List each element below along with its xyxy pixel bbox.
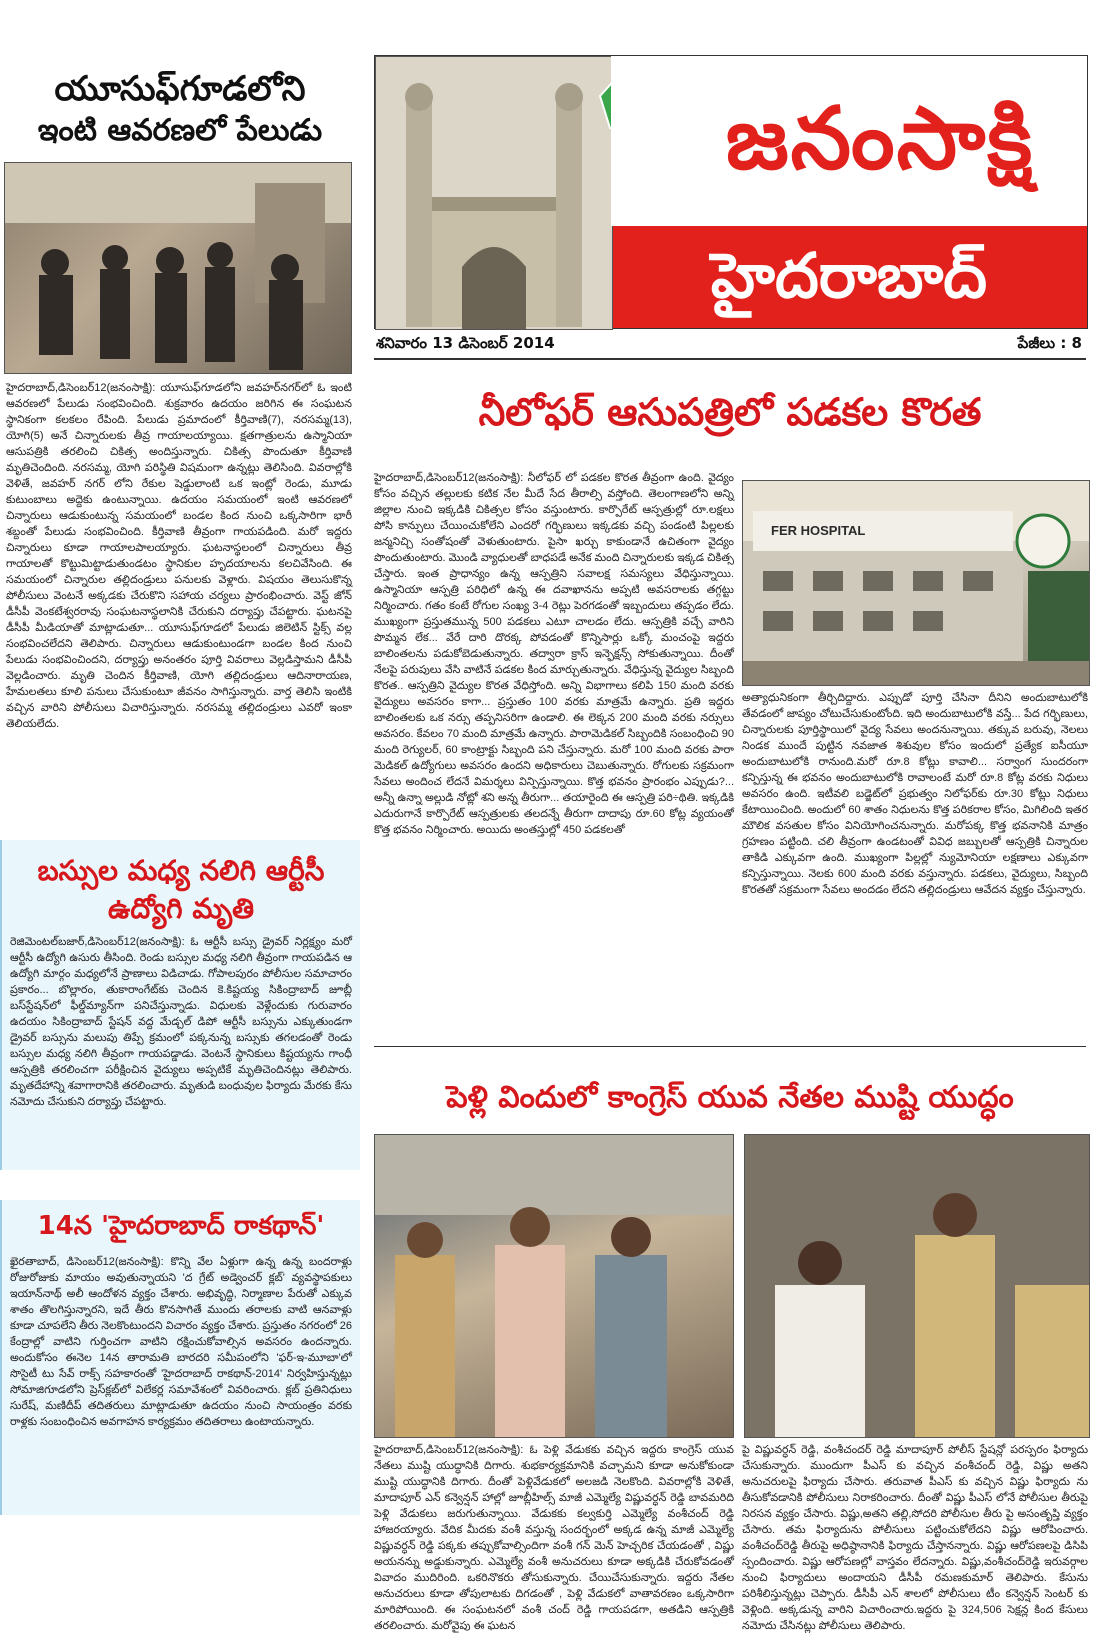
story2-headline-line1: బస్సుల మధ్య నలిగి ఆర్టీసీ [37,854,325,887]
story4-body-left: హైదరాబాద్,డిసెంబర్12(జనంసాక్షి): నీలోఫర్ లో పడకల కొరత తీవ్రంగా ఉంది. వైద్యం కోసం వచ్చిన తల్లులకు కటిక నేల మీదే సేద తీరాల్సి వస్తోంది. తెలంగాణలోని అన్ని జిల్లాల నుంచి ఇక్కడికి చికిత్సల కోసం వస్తుంటారు. కార్పొరేట్ ఆస్పత్రుల్లో రూ.లక్షలు పోసి కాన్పులు చేయించుకోలేని ఎందరో గర్భిణులు ఇక్కడకు వచ్చి పండంటి పిల్లలకు జన్మనిచ్చి సంతోషంతో వెళుతుంటారు. పైసా ఖర్చు కాకుండానే ఉచితంగా వైద్యం పొందుతుంటారు. మొండి వ్యాధులతో బాధపడే అనేక మంది చిన్నారులకు ఇక్కడ చికిత్స చేస్తారు. ఇంత ప్రాధాన్యం ఉన్న ఆస్పత్రిని సవాలక్ష సమస్యలు వేధిస్తున్నాయి. ఉస్మానియా ఆస్పత్రి పరిధిలో ఉన్న ఈ దవాఖానను అప్పటి అవసరాలకు తగ్గట్టు నిర్మించారు. గతం కంటే రోగుల సంఖ్య 3-4 రెట్లు పెరగడంతో ఇబ్బందులు తప్పడం లేదు. ముఖ్యంగా ప్రస్తుతమున్న 500 పడకలు ఎటూ చాలడం లేదు. ఆస్పత్రికి వచ్చే వారిని పొమ్మన లేక... వేరే దారి దొరక్క పోవడంతో కొన్నిసార్లు ఒక్కో మంచంపై ఇద్దరు బాలింతలను పడుకోబెడుతున్నారు. తద్వారా క్రాస్ ఇన్ఫెక్షన్స్ సోకుతున్నాయి. దీంతో నేలపై పరుపులు వేసి వాటినే పడకల కింద మార్చుతున్నారు. వేధిస్తున్న వైద్యుల సిబ్బంది కొరత.. ఆస్పత్రిని వైద్యుల కొరత వేధిస్తోంది. అన్ని విభాగాలు కలిపి 150 మంది వరకు వైద్యులు అవసరం కాగా... ప్రస్తుతం 100 వరకు మాత్రమే ఉన్నారు. ప్రతి ఇద్దరు బాలింతలకు ఒక నర్సు తప్పనిసరిగా ఉండాలి. ఈ లెక్కన 200 మంది వరకు నర్సులు అవసరం. కేవలం 70 మంది మాత్రమే ఉన్నారు. పారామెడికల్ సిబ్బందికి సంబంధించి 90 మంది రెగ్యులర్, 60 కాంట్రాక్టు సిబ్బంది పని చేస్తున్నారు. మరో 100 మంది వరకు పారా మెడికల్ ఉద్యోగులు అవసరం ఉందని అధికారులు చెబుతున్నారు. రోగులకు సక్రమంగా సేవలు అందించ లేదనే విమర్శలు విన్పిస్తున్నాయి. కొత్త భవనం ప్రారంభం ఎప్పుడు?... అన్నీ ఉన్నా అల్లుడి నోట్లో శని అన్న తీరుగా... తయారైంది ఈ ఆస్పత్రి పరి÷థితి. ఇక్కడికి ఎదురుగానే కార్పొరేట్ ఆస్పత్రులకు తలదన్నే తీరుగా దాదాపు రూ.60 కోట్ల వ్యయంతో కొత్త భవనం నిర్మించారు. అయిదు అంతస్తుల్లో 450 పడకలతో [374,472,734,836]
masthead-date: శనివారం 13 డిసెంబర్ 2014 [376,334,555,352]
story4-headline: నీలోఫర్ ఆసుపత్రిలో పడకల కొరత [478,390,982,434]
story5-body-left: హైదరాబాద్,డిసెంబర్12(జనంసాక్షి): ఓ పెళ్లి వేడుకకు వచ్చిన ఇద్దరు కాంగ్రెస్ యువ నేతలు ముష్టి యుద్ధానికి దిగారు. శుభకార్యక్రమానికి వచ్చామని కూడా అనుకోకుండా ముష్టి యుద్ధానికి దిగారు. దీంతో పెళ్లివేడుకలో అలజడి నెలకొంది. వివరాల్లోకి వెళితే, మాదాపూర్ ఎన్ కన్వెన్షన్ హాల్లో జూబ్లీహిల్స్ మాజీ ఎమ్మెల్యే విష్ణువర్ధన్ రెడ్డి బావమరిది పెళ్లి వేడుకలు జరుగుతున్నాయి. వేడుకకు కల్వకుర్తి ఎమ్మెల్యే వంశీచంద్ రెడ్డి హాజరయ్యారు. వేదిక మీదకు వంశీ వస్తున్న సందర్భంలో అక్కడ ఉన్న మాజీ ఎమ్మెల్యే విష్ణువర్ధన్ రెడ్డి పక్కకు తప్పుకోవాల్సిందిగా వంశీ గన్ మెన్ హెచ్చరిక చేయడంతో , విష్ణు అయనన్ను అడ్డుకున్నారు. ఎమ్మెల్యే వంశీ అనుచరులు కూడా అక్కడికి చేరుకోవడంతో వివాదం ముదిరింది. ఒకరినొకరు తోసుకున్నారు. చేయిచేసుకున్నారు. ఇద్దరు నేతల అనుచరులు కూడా తోపులాటకు దిగడంతో , పెళ్లి వేడుకలో వాతావరణం ఒక్కసారిగా మారిపోయింది. ఈ సంఘటనలో వంశీ చంద్ రెడ్డి గాయపడగా, అతడిని ఆస్పత్రికి తరలించారు. మరోవైపు ఈ ఘటన [374,1444,734,1632]
story5-divider [374,1046,1086,1047]
story3-body: ఖైరతాబాద్, డిసెంబర్12(జనంసాక్షి): కొన్ని వేల ఏళ్లుగా ఉన్న ఉన్న బందరాళ్లు రోజురోజుకు మాయం అవుతున్నాయని 'ద గ్రేట్ అడ్వెంచర్ క్లబ్' వ్యవస్థాపకులు ఇయాన్‌నాథ్ అలీ ఆందోళన వ్యక్తం చేశారు. అభివృద్ధి, నిర్మాణాల పేరుతో ఎక్కువ శాతం తొలగిస్తున్నారని, ఇదే తీరు కొనసాగితే ముందు తరాలకు వాటి ఆనవాళ్లు కూడా చూపలేని తీరు నెలకొంటుందని విచారం వ్యక్తం చేశారు. ప్రస్తుతం నగరంలో 26 కేంద్రాల్లో వాటిని గుర్తించగా వాటిని రక్షించుకోవాల్సిన అవసరం ఉందన్నారు. అందుకోసం ఈనెల 14న తారామతి బారదరి సమీపంలోని 'ఫర్-ఇ-మూబా'లో సొసైటీ టు సేవ్ రాక్స్ సహకారంతో 'హైదరాబాద్ రాకథాన్-2014' నిర్వహిస్తున్నట్లు సోమాజిగూడలోని ప్రెస్‌క్లబ్‌లో విలేకర్ల సమావేశంలో వివరించారు. క్లబ్ ప్రతినిధులు సురేష్, మణిదీప్ తదితరులు మాట్లాడుతూ ఉదయం నుంచి సాయంత్రం వరకు రాళ్లకు సంబంధించిన అవగాహన కార్యక్రమం తదితరాలు ఉంటాయన్నారు. [10,1256,352,1428]
story5-headline: పెళ్లి విందులో కాంగ్రెస్ యువ నేతల ముష్టి యుద్ధం [446,1080,1014,1115]
story4-body-right: అత్యాధునికంగా తీర్చిదిద్దారు. ఎప్పుడో పూర్తి చేసినా దీనిని అందుబాటులోకి తేవడంలో జాప్యం చోటుచేసుకుంటోంది. ఇది అందుబాటులోకి వస్తే... పేద గర్భిణులు, చిన్నారులకు పూర్తిస్థాయిలో వైద్య సేవలు అందనున్నాయి. తక్కువ బరువు, నెలలు నిండక ముందే పుట్టిన నవజాత శిశువుల కోసం ఇందులో ప్రత్యేక ఐసీయూ అందుబాటులోకి రానుంది.మరో రూ.8 కోట్లు కావాలి... సర్వాంగ సుందరంగా కన్పిస్తున్న ఈ భవనం అందుబాటులోకి రావాలంటే మరో రూ.8 కోట్ల వరకు నిధులు అవసరం ఉంది. ఇటీవలి బడ్జెట్‌లో ప్రభుత్వం నిలోఫర్‌కు రూ.30 కోట్లు నిధులు కేటాయించింది. అందులో 60 శాతం నిధులను కొత్త పరికరాల కోసం, మిగిలింది ఇతర మౌలిక వసతుల కోసం వినియోగించనున్నారు. మరోపక్క కొత్త భవనానికి మాత్రం గ్రహణం పట్టింది. చలి తీవ్రంగా ఉండటంతో వివిధ జబ్బులతో ఆస్పత్రికి చిన్నారుల తాకిడి ఎక్కువగా ఉంది. ముఖ్యంగా పిల్లల్లో న్యుమోనియా లక్షణాలు ఎక్కువగా కన్పిస్తున్నాయి. నెలకు 600 మంది వరకు వస్తున్నారు. పడకలు, వైద్యులు, సిబ్బంది కొరతతో సక్రమంగా సేవలు అందడం లేదని తల్లిదండ్రులు ఆవేదన వ్యక్తం చేస్తున్నారు. [742,692,1088,896]
story3-panel [0,1200,360,1515]
masthead-pages: పేజీలు : 8 [1017,334,1082,352]
paper-name: జనంసాక్షి [725,89,1035,189]
story1-headline-line2: ఇంటి ఆవరణలో పేలుడు [37,113,323,148]
story2-headline-line2: ఉద్యోగి మృతి [107,892,255,925]
story1-headline-line1: యూసుఫ్‌గూడలోని [54,69,306,109]
story2-panel [0,840,360,1170]
masthead [374,55,1088,329]
story5-photo-left [374,1134,734,1438]
hospital-sign-text: FER HOSPITAL [771,523,866,538]
story5-photo-right [744,1134,1090,1438]
edition-name: హైదరాబాద్ [710,239,988,312]
masthead-photo-charminar [375,56,613,330]
story1-photo [4,162,352,374]
crowd-photo-illustration [5,163,351,373]
charminar-icon [376,57,612,329]
story5-body-right: పై విష్ణువర్ధన్ రెడ్డి, వంశీచందర్ రెడ్డి మాదాపూర్ పోలీస్ స్టేషన్లో పరస్పరం ఫిర్యాదు చేసుకున్నారు. ముందుగా పీఎస్ కు వచ్చిన వంశీచంద్ రెడ్డి, విష్ణు అతని అనుచరులపై ఫిర్యాదు చేసారు. తరువాత పీఎస్ కు వచ్చిన విష్ణు ఫిర్యాదు ను తీసుకోవడానికి పోలీసులు నిరాకరించారు. దీంతో విష్ణు పీఎస్ లోనే పోలీసుల తీరుపై నిరసన వ్యక్తం చేసారు. విష్ణు,అతని తల్లి,సోదరి పోలీసుల తీరు పై అసంతృప్తి వ్యక్తం చేసారు. తమ ఫిర్యాదును పోలీసులు పట్టించుకోలేదని విష్ణు ఆరోపించారు. వంశీచంద్‌రెడ్డి తీరుపై అధిష్ఠానానికి ఫిర్యాదు చేస్తానన్నారు. విష్ణు ఆరోపణలపై డిసిపి స్పందించారు. విష్ణు ఆరోపణల్లో వాస్తవం లేదన్నారు. విష్ణు,వంశీచంద్‌రెడ్డి ఇరువర్గాల నుంచి ఫిర్యాదులు అందాయని డీసీపీ రమణకుమార్ తెలిపారు. కేసును పరిశీలిస్తున్నట్లు చెప్పారు. డీసీపీ ఎన్ శాలలో పోలీసులు టీం కన్వెన్షన్ సెంటర్ కు వెళ్లింది. అక్కడున్న వారిని విచారించారు.ఇద్దరు పై 324,506 సెక్షన్ల కింద కేసులు నమోదు చేసినట్లు పోలీసులు తెలిపారు. [742,1444,1088,1632]
story1-headline [12,68,348,158]
scuffle-photo-illustration [745,1135,1089,1437]
story2-body: రెజిమెంటల్‌బజార్,డిసెంబర్12(జనంసాక్షి): ఓ ఆర్టీసీ బస్సు డ్రైవర్ నిర్లక్ష్యం మరో ఆర్టీసీ ఉద్యోగి ఉసురు తీసింది. రెండు బస్సుల మధ్య నలిగి తీవ్రంగా గాయపడిన ఆ ఉద్యోగి మార్గం మధ్యలోనే ప్రాణాలు విడిచాడు. గోపాలపురం పోలీసుల సమాచారం ప్రకారం... బొల్లారం, తుకారాంగేట్‌కు చెందిన కె.కిష్టయ్య సికింద్రాబాద్ జూబ్లీ బస్‌స్టేషన్‌లో ఫీల్డ్‌మ్యాన్‌గా పనిచేస్తున్నాడు. విధులకు వెళ్లేందుకు గురువారం ఉదయం సికింద్రాబాద్ స్టేషన్ వద్ద మేడ్చల్ డిపో ఆర్టీసీ బస్సును ఎక్కుతుండగా డ్రైవర్ బస్సును మలుపు తిప్పే క్రమంలో పక్కనున్న బస్సుకు తగలడంతో రెండు బస్సుల మధ్య నలిగి తీవ్రంగా గాయపడ్డాడు. వెంటనే స్థానికులు కిష్టయ్యను గాంధీ ఆస్పత్రికి తరలించగా పరీక్షించిన వైద్యులు అప్పటికే మృతిచెందినట్లు తెలిపారు. మృతదేహాన్ని శవాగారానికి తరలించారు. మృతుడి బంధువుల ఫిర్యాదు మేరకు కేసు నమోదు చేసుకుని దర్యాప్తు చేపట్టారు. [10,936,352,1108]
story3-headline: 14న 'హైదరాబాద్ రాకథాన్' [37,1211,325,1241]
police-escort-photo-illustration [375,1135,733,1437]
story1-body: హైదరాబాద్,డిసెంబర్12(జనంసాక్షి): యూసుఫ్‌గూడలోని జవహర్‌నగర్‌లో ఓ ఇంటి ఆవరణలో పేలుడు సంభవించింది. శుక్రవారం ఉదయం జరిగిన ఈ సంఘటన స్థానికంగా కలకలం రేపింది. పేలుడు ప్రమాదంలో కీర్తివాణి(7), నరసమ్మ(13), యోగి(5) అనే చిన్నారులకు తీవ్ర గాయాలయ్యాయి. క్షతగాత్రులను ఉస్మానియా ఆసుపత్రికి తరలించి చికిత్స అందిస్తున్నారు. చికిత్స పొందుతూ కీర్తివాణి మృతిచెందింది. నరసమ్మ, యోగి పరిస్థితి విషమంగా ఉన్నట్లు తెలిసింది. వివరాల్లోకి వెళితే, జవహర్ నగర్ లోని రేకుల షెడ్డులాంటి ఒక ఇంట్లో రెండు, మూడు కుటుంబాలు అద్దెకు ఉంటున్నాయి. ఉదయం సమయంలో ఇంటి ఆవరణలో చిన్నారులు ఆడుకుంటున్న సమయంలో బండల కింద నుంచి ఒక్కసారిగా భారీ శబ్దంతో పేలుడు సంభవించింది. కీర్తివాణి తీవ్రంగా గాయపడింది. మరో ఇద్దరు చిన్నారులు కూడా గాయాలపాలయ్యారు. ఘటనాస్థలంలో చిన్నారులు తీవ్ర గాయాలతో కొట్టుమిట్టాడుతుండటం స్థానికుల హృదయాలను కలచివేసింది. ఈ సమయంలో చిన్నారుల తల్లిదండ్రులు పనులకు వెళ్లారు. విషయం తెలుసుకొన్న పోలీసులు వెంటనే అక్కడకు చేరుకొని సహాయ చర్యలు ప్రారంభించారు. వెస్ట్ జోన్ డీసీపీ వెంకటేశ్వరరావు సంఘటనాస్థలానికి చేరుకుని దర్యాప్తు చేపట్టారు. ఘటనపై డీసీపీ మీడియాతో మాట్లాడుతూ... యూసుఫ్‌గూడలో పేలుడు జిలెటిన్ స్టిక్స్ వల్ల సంభవించలేదని తెలిపారు. చిన్నారులు ఆడుకుంటుండగా బండల కింద నుంచి పేలుడు సంభవించిందని, దర్యాప్తు అనంతరం పూర్తి వివరాలు వెల్లడిస్తామని డీసీపీ వెల్లడించారు. మృతి చెందిన కీర్తివాణి, యోగి తల్లిదండ్రులు ఆదినారాయణ, హేమలతలు కూలి పనులు చేసుకుంటూ జీవనం సాగిస్తున్నారు. వార్త తెలిసి ఇంటికి వచ్చిన వారిని పోలీసులు విచారిస్తున్నారు. నరసమ్మ తల్లిదండ్రులు ఎవరో ఇంకా తెలియలేదు. [6,382,352,730]
story4-photo [742,480,1090,686]
masthead-divider [374,358,1086,360]
hospital-photo-illustration [743,481,1089,685]
